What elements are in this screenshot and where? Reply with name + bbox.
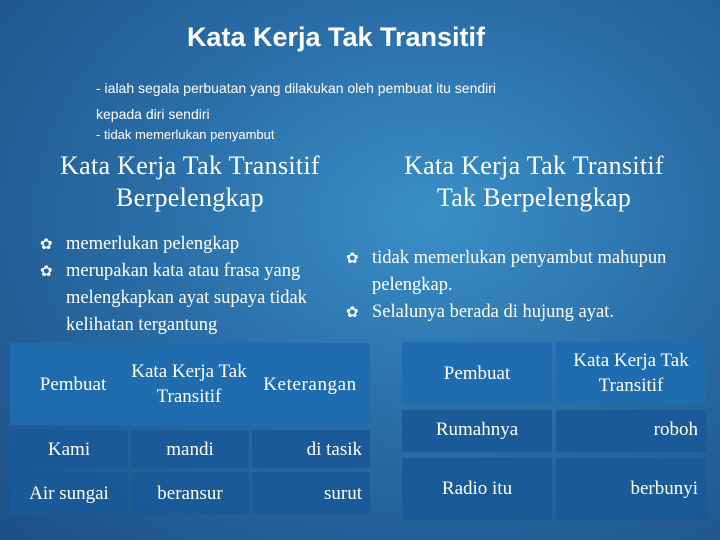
table-cell: Air sungai <box>29 482 109 504</box>
list-item: ✿ Selalunya berada di hujung ayat. <box>344 299 674 326</box>
table-cell: di tasik <box>306 438 362 460</box>
table-cell: mandi <box>166 438 214 460</box>
left-heading-line-1: Kata Kerja Tak Transitif <box>60 151 320 180</box>
left-table-header-pembuat: Pembuat <box>39 373 107 395</box>
table-cell: Kami <box>47 438 91 460</box>
list-item: ✿ memerlukan pelengkap <box>38 231 356 258</box>
table-cell: Rumahnya <box>435 418 519 440</box>
list-item: ✿ merupakan kata atau frasa yang melengkapkan ayat supaya tidak kelihatan tergantung <box>40 261 307 335</box>
right-column-heading <box>364 150 704 214</box>
left-table-header-kata-kerja: Kata Kerja Tak Transitif <box>131 361 247 407</box>
right-table-header-pembuat: Pembuat <box>443 362 511 384</box>
table-cell: Radio itu <box>441 478 513 499</box>
left-heading-line-2: Berpelengkap <box>116 183 264 212</box>
table-cell: surut <box>324 482 362 504</box>
right-bullet-list <box>344 245 674 326</box>
right-heading-line-1: Kata Kerja Tak Transitif <box>404 151 664 180</box>
table-cell: berbunyi <box>630 478 698 499</box>
bullet-marker-icon: ✿ <box>40 264 53 280</box>
table-cell: roboh <box>653 418 698 440</box>
bullet-marker-icon: ✿ <box>346 251 359 267</box>
left-table-header-keterangan: Keterangan <box>263 373 357 395</box>
bullet-marker-icon: ✿ <box>346 305 359 321</box>
bullet-marker-icon: ✿ <box>40 237 53 253</box>
page-title: Kata Kerja Tak Transitif <box>186 22 486 52</box>
intro-definition-line-3: - tidak memerlukan penyambut <box>96 127 275 142</box>
intro-definition-line-2: kepada diri sendiri <box>96 106 210 122</box>
list-item: ✿ tidak memerlukan penyambut mahupun pelengkap. <box>346 248 667 295</box>
right-heading-line-2: Tak Berpelengkap <box>436 183 632 212</box>
left-column-heading <box>20 150 360 214</box>
right-table-header-kata-kerja: Kata Kerja Tak Transitif <box>573 350 689 396</box>
left-bullet-list <box>38 231 356 339</box>
table-cell: beransur <box>157 482 223 504</box>
intro-definition-line-1: - ialah segala perbuatan yang dilakukan oleh pembuat itu sendiri <box>96 80 497 96</box>
